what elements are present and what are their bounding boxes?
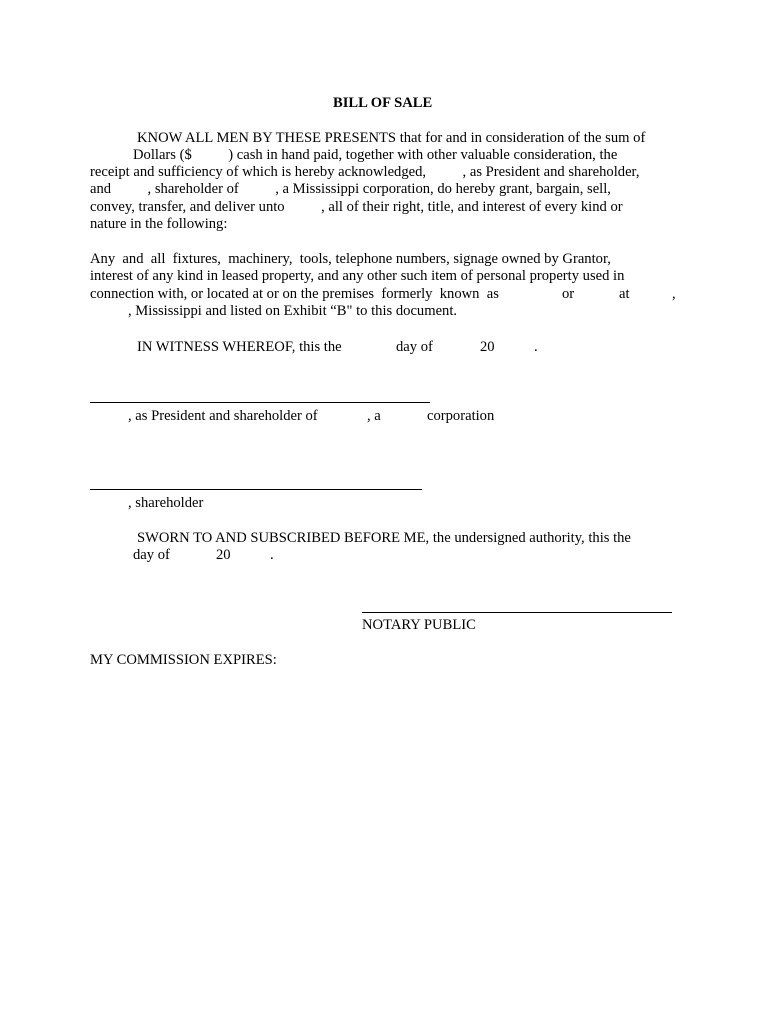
document-title: BILL OF SALE [333, 95, 433, 111]
para2-line-at: at [619, 286, 630, 302]
signature-president-role: , as President and shareholder of [128, 408, 318, 424]
signature-line-shareholder [90, 489, 422, 490]
para1-line: nature in the following: [90, 216, 228, 232]
sworn-day-of: day of [133, 547, 170, 563]
signature-line-president [90, 402, 430, 403]
sworn-end: . [270, 547, 274, 563]
para2-line-comma: , [672, 286, 676, 302]
witness-lead: IN WITNESS WHEREOF, this the [137, 339, 342, 355]
para2-line: interest of any kind in leased property, and any other such item of personal property used in [90, 268, 625, 284]
witness-end: . [534, 339, 538, 355]
para1-line: KNOW ALL MEN BY THESE PRESENTS that for and in consideration of the sum of [137, 130, 646, 146]
notary-signature-line [362, 612, 672, 613]
notary-public-label: NOTARY PUBLIC [362, 617, 476, 633]
signature-president-corporation: corporation [427, 408, 495, 424]
para1-line: Dollars ($ ) cash in hand paid, together with other valuable consideration, the [133, 147, 618, 163]
para2-line: , Mississippi and listed on Exhibit “B" to this document. [128, 303, 458, 319]
para1-line: and , shareholder of , a Mississippi corporation, do hereby grant, bargain, sell, [90, 181, 611, 197]
para2-line-or: or [562, 286, 575, 302]
signature-shareholder-role: , shareholder [128, 495, 204, 511]
sworn-line: SWORN TO AND SUBSCRIBED BEFORE ME, the undersigned authority, this the [137, 530, 631, 546]
witness-day-of: day of [396, 339, 433, 355]
para1-line: receipt and sufficiency of which is hereby acknowledged, , as President and shareholder, [90, 164, 640, 180]
para2-line: Any and all fixtures, machinery, tools, telephone numbers, signage owned by Grantor, [90, 251, 611, 267]
witness-year: 20 [480, 339, 495, 355]
para1-line: convey, transfer, and deliver unto , all of their right, title, and interest of every kind or [90, 199, 623, 215]
signature-president-a: , a [367, 408, 381, 424]
commission-expires-label: MY COMMISSION EXPIRES: [90, 652, 277, 668]
para2-line-main: connection with, or located at or on the premises formerly known as [90, 286, 499, 302]
sworn-year: 20 [216, 547, 231, 563]
